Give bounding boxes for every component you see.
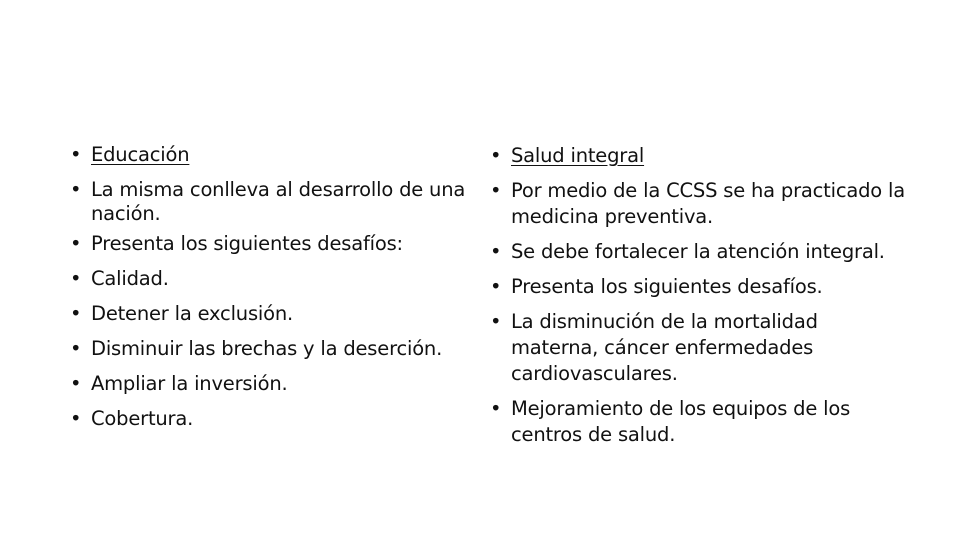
education-item: • Detener la exclusión. xyxy=(70,302,480,326)
health-item: • Se debe fortalecer la atención integral. xyxy=(490,239,910,265)
health-item: • Presenta los siguientes desafíos. xyxy=(490,274,910,300)
education-list xyxy=(70,143,480,442)
education-item: • Ampliar la inversión. xyxy=(70,372,480,396)
health-heading: Salud integral xyxy=(511,144,645,167)
education-heading-item xyxy=(70,143,480,167)
education-item: • Cobertura. xyxy=(70,407,480,431)
health-item: • Mejoramiento de los equipos de los centros de salud. xyxy=(490,396,910,448)
education-item: • Calidad. xyxy=(70,267,480,291)
education-item: • Presenta los siguientes desafíos: xyxy=(70,232,480,256)
education-item: • Disminuir las brechas y la deserción. xyxy=(70,337,480,361)
health-list xyxy=(490,143,910,457)
health-item: • La disminución de la mortalidad materna, cáncer enfermedades cardiovasculares. xyxy=(490,309,910,387)
health-item: • Por medio de la CCSS se ha practicado la medicina preventiva. xyxy=(490,178,910,230)
education-item: • La misma conlleva al desarrollo de una nación. xyxy=(70,178,480,226)
education-heading: Educación xyxy=(91,143,190,166)
health-heading-item xyxy=(490,143,910,169)
